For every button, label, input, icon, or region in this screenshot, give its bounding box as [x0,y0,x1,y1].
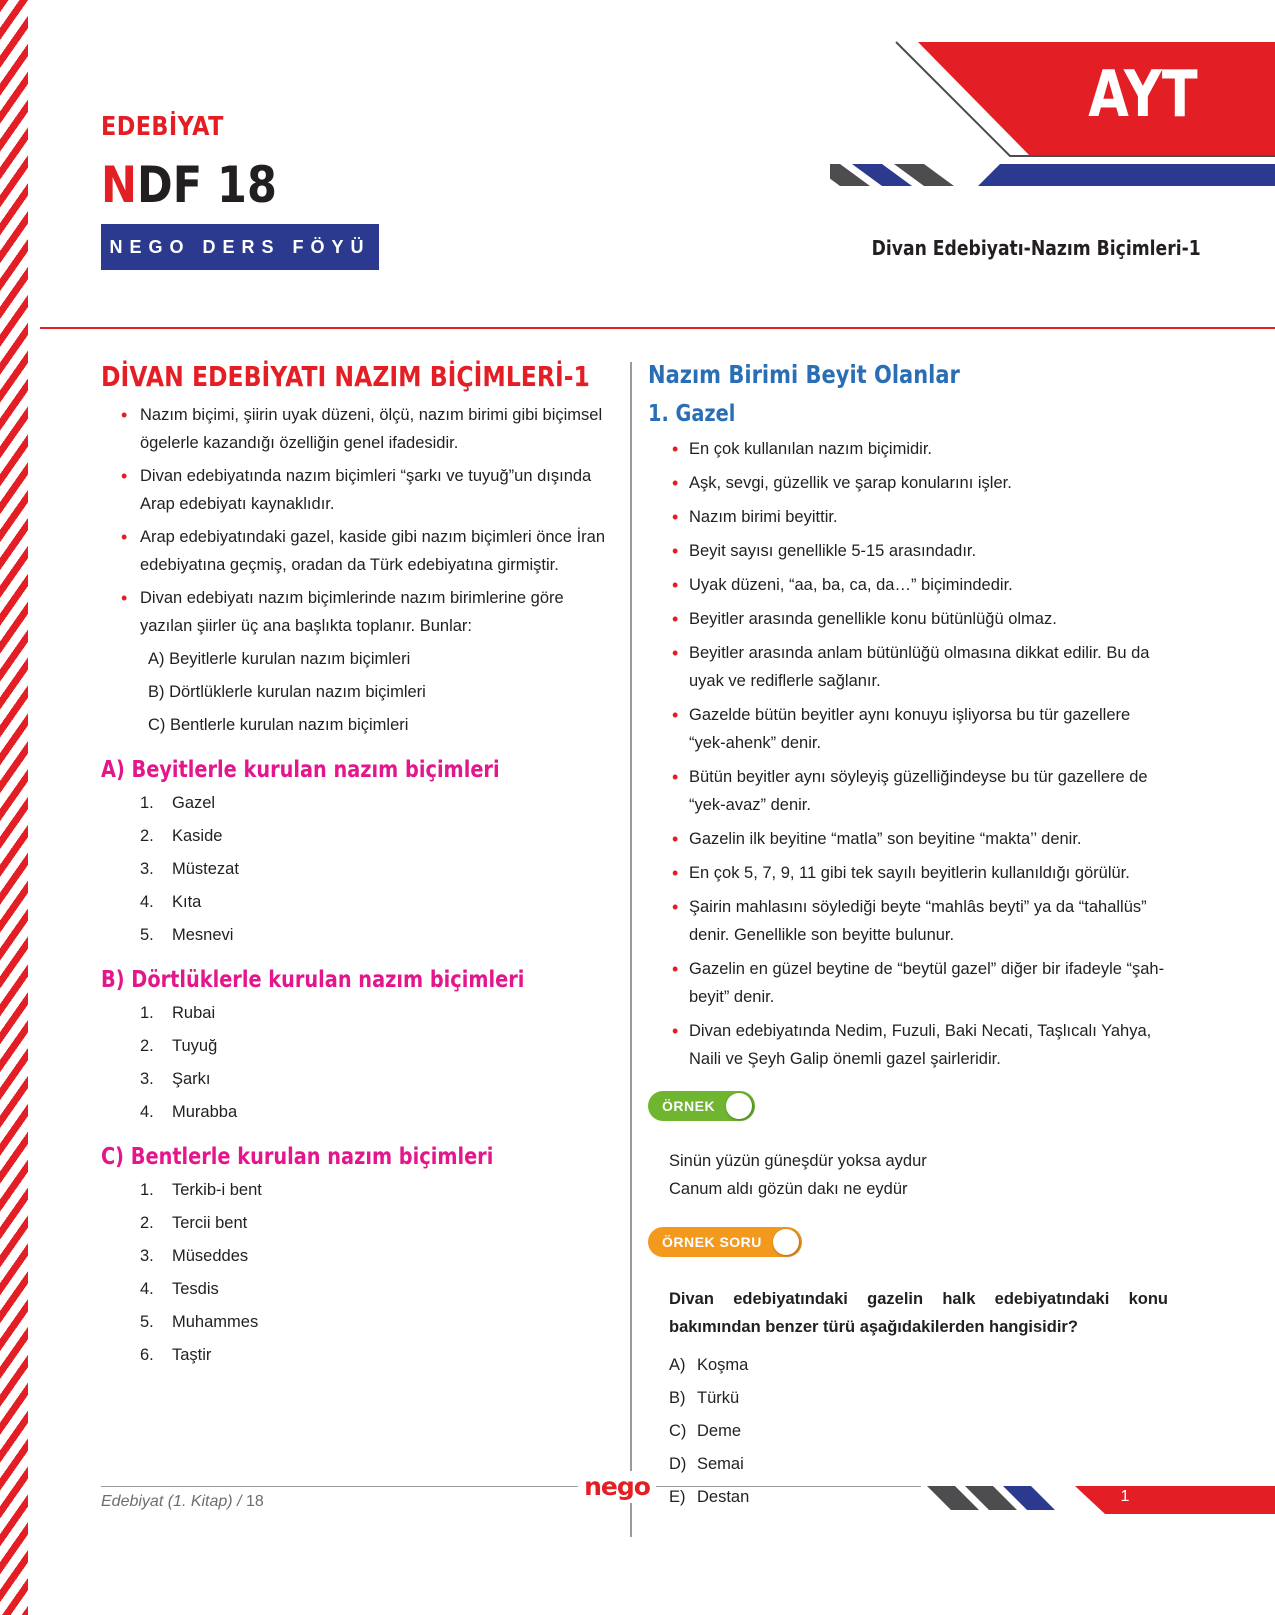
column-divider [630,362,632,1537]
question-text: Divan edebiyatındaki gazelin halk edebiyatındaki konu bakımından benzer türü aşağıdakilerden hangisidir? [669,1290,1168,1336]
list-item: 1. Terkib-i bent [140,1181,262,1199]
question-tag-wrap [648,1227,1168,1257]
list-item: 3. Şarkı [140,1070,211,1088]
bullet-item: • Beyit sayısı genellikle 5-15 arasındadır. [648,537,1168,565]
bullet-item: • Divan edebiyatı nazım biçimlerinde nazım birimlerine göre yazılan şiirler üç ana başlıkta toplanır. Bunlar: [101,584,613,640]
category-item: C) Bentlerle kurulan nazım biçimleri [148,716,409,734]
example-tag-wrap [648,1091,1168,1121]
example-tag: ÖRNEK [648,1091,755,1121]
list-item: 2. Kaside [140,827,223,845]
toggle-knob-icon [773,1229,799,1255]
poem-line: Sinün yüzün güneşdür yoksa aydur [669,1152,927,1170]
exam-label: AYT [1088,58,1198,132]
list-item: 1. Gazel [140,794,216,812]
gazel-heading: 1. Gazel [648,401,736,427]
booklet-code-rest: DF 18 [136,156,277,214]
page-number: 1 [1120,1488,1130,1505]
bullet-item: • Arap edebiyatındaki gazel, kaside gibi nazım biçimleri önce İran edebiyatına geçmiş, oradan da Türk edebiyatına girmiştir. [101,523,613,579]
gazel-bullet-list [648,435,1168,1073]
footer-banner-graphic [925,1482,1275,1522]
list-item: 2. Tercii bent [140,1214,248,1232]
answer-option[interactable]: E) Destan [669,1488,750,1506]
section-heading-bent: C) Bentlerle kurulan nazım biçimleri [101,1144,494,1170]
bullet-item: • Beyitler arasında anlam bütünlüğü olmasına dikkat edilir. Bu da uyak ve rediflerle sağlanır. [648,639,1168,695]
bullet-item: • Gazelin ilk beyitine “matla” son beyitine “makta’’ denir. [648,825,1168,853]
list-item: 4. Murabba [140,1103,238,1121]
bullet-item: • Uyak düzeni, “aa, ba, ca, da…” biçimindedir. [648,571,1168,599]
nego-logo: nego [578,1471,656,1503]
series-badge: NEGO DERS FÖYÜ [101,224,379,270]
bullet-item: • En çok 5, 7, 9, 11 gibi tek sayılı beyitlerin kullanıldığı görülür. [648,859,1168,887]
list-item: 5. Mesnevi [140,926,234,944]
bullet-item: • Bütün beyitler aynı söyleyiş güzelliğindeyse bu tür gazellere de “yek-avaz” denir. [648,763,1168,819]
list-item: 1. Rubai [140,1004,216,1022]
list-item: 3. Müseddes [140,1247,249,1265]
bullet-item: • Beyitler arasında genellikle konu bütünlüğü olmaz. [648,605,1168,633]
booklet-code [101,156,277,214]
subject-label: EDEBİYAT [101,112,224,142]
list-item: 4. Kıta [140,893,202,911]
bullet-item: • Aşk, sevgi, güzellik ve şarap konularını işler. [648,469,1168,497]
category-list [101,645,613,739]
main-heading: DİVAN EDEBİYATI NAZIM BİÇİMLERİ-1 [101,360,590,393]
right-heading: Nazım Birimi Beyit Olanlar [648,360,960,389]
edge-stripe-border [0,0,28,1615]
bullet-item: • Gazelin en güzel beytine de “beytül gazel” diğer bir ifadeyle “şah-beyit” denir. [648,955,1168,1011]
toggle-knob-icon [726,1093,752,1119]
list-item: 2. Tuyuğ [140,1037,218,1055]
poem-line: Canum aldı gözün dakı ne eydür [669,1180,908,1198]
banner-blue-bar [978,164,1275,186]
example-poem [648,1147,1168,1203]
category-item: A) Beyitlerle kurulan nazım biçimleri [148,650,411,668]
footer-page-ref: 18 [245,1493,264,1510]
unit-title: Divan Edebiyatı-Nazım Biçimleri-1 [871,236,1201,260]
bullet-item: • Şairin mahlasını söylediği beyte “mahlâs beyti” ya da “tahallüs” denir. Genellikle son beyitte bulunur. [648,893,1168,949]
top-divider [40,327,1275,329]
bullet-item: • Divan edebiyatında Nedim, Fuzuli, Baki Necati, Taşlıcalı Yahya, Naili ve Şeyh Galip önemli gazel şairleridir. [648,1017,1168,1073]
beyit-forms-list [101,789,613,949]
right-column [648,360,1168,1516]
dortluk-forms-list [101,999,613,1126]
category-item: B) Dörtlüklerle kurulan nazım biçimleri [148,683,426,701]
section-heading-dortluk: B) Dörtlüklerle kurulan nazım biçimleri [101,967,525,993]
list-item: 3. Müstezat [140,860,239,878]
bullet-item: • Nazım biçimi, şiirin uyak düzeni, ölçü, nazım birimi gibi biçimsel ögelerle kazandığı özelliğin genel ifadesidir. [101,401,613,457]
list-item: 5. Muhammes [140,1313,259,1331]
footer-book-label: Edebiyat (1. Kitap) / 18 [101,1493,264,1510]
answer-option[interactable]: D) Semai [669,1455,744,1473]
intro-bullet-list [101,401,613,640]
left-column [101,360,613,1374]
list-item: 6. Taştir [140,1346,212,1364]
bullet-item: • Gazelde bütün beyitler aynı konuyu işliyorsa bu tür gazellere “yek-ahenk” denir. [648,701,1168,757]
section-heading-beyit: A) Beyitlerle kurulan nazım biçimleri [101,757,500,783]
answer-option[interactable]: C) Deme [669,1422,742,1440]
bent-forms-list [101,1176,613,1369]
booklet-code-initial: N [101,156,137,214]
bullet-item: • Divan edebiyatında nazım biçimleri “şarkı ve tuyuğ”un dışında Arap edebiyatı kaynaklıdır. [101,462,613,518]
question-tag: ÖRNEK SORU [648,1227,802,1257]
footer-divider [101,1486,921,1487]
answer-option[interactable]: B) Türkü [669,1389,740,1407]
header-banner-graphic [830,36,1275,200]
answer-option[interactable]: A) Koşma [669,1356,749,1374]
list-item: 4. Tesdis [140,1280,219,1298]
bullet-item: • En çok kullanılan nazım biçimidir. [648,435,1168,463]
bullet-item: • Nazım birimi beyittir. [648,503,1168,531]
